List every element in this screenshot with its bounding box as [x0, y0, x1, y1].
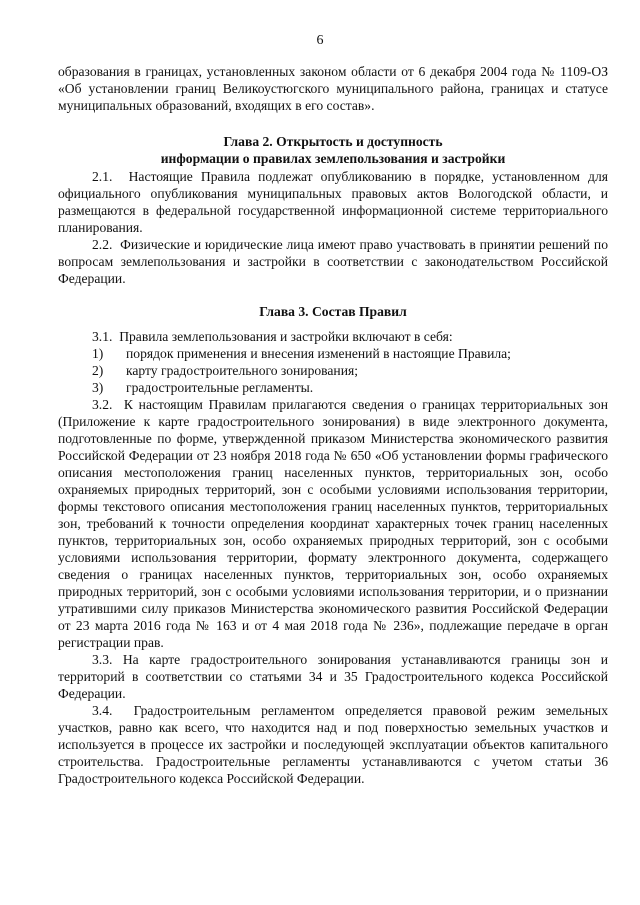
paragraph-3-1: 3.1. Правила землепользования и застройки включают в себя:	[92, 329, 453, 344]
paragraph-3-3: 3.3. На карте градостроительного зонирования устанавливаются границы зон и территорий в соответствии со статьями 34 и 35 Градостроительного кодекса Российской Федерации.	[58, 652, 608, 701]
list-item-text: порядок применения и внесения изменений в настоящие Правила;	[126, 346, 511, 361]
chapter-2-title-line-1: Глава 2. Открытость и доступность	[223, 134, 443, 149]
chapter-3-heading: Глава 3. Состав Правил	[259, 304, 407, 319]
chapter-2-title-line-2: информации о правилах землепользования и застройки	[160, 151, 506, 166]
document-body	[58, 63, 608, 787]
paragraph-2-1: 2.1. Настоящие Правила подлежат опубликованию в порядке, установленном для официального опубликования муниципальных правовых актов Вологодской области, и размещаются в федеральной государственной информационной системе территориального планирования.	[58, 169, 608, 235]
list-item	[58, 379, 608, 396]
list-item-text: карту градостроительного зонирования;	[126, 363, 359, 378]
list-item	[58, 345, 608, 362]
list-item-text: градостроительные регламенты.	[126, 380, 314, 395]
paragraph-3-2: 3.2. К настоящим Правилам прилагаются сведения о границах территориальных зон (Приложение к карте градостроительного зонирования) в виде электронного документа, подготовленные по форме, утвержденной приказом Министерства экономического развития Российской Федерации от 23 ноября 2018 года № 650 «Об установлении формы графического описания местоположения границ населенных пунктов, территориальных зон, особо охраняемых природных территорий, зон с особыми условиями использования территории, формы текстового описания местоположения границ населенных пунктов, территориальных зон, требований к точности определения координат характерных точек границ населенных пунктов, территориальных зон, особо охраняемых природных территорий, зон с особыми условиями использования территории, формату электронного документа, содержащего сведения о границах населенных пунктов, территориальных зон, особо охраняемых природных территорий, зон с особыми условиями использования территории, и о признании утратившими силу приказов Министерства экономического развития Российской Федерации от 23 марта 2016 года № 163 и от 4 мая 2018 года № 236», подлежащие передаче в орган регистрации прав.	[58, 397, 608, 650]
paragraph-2-2: 2.2. Физические и юридические лица имеют право участвовать в принятии решений по вопросам землепользования и застройки в соответствии с законодательством Российской Федерации.	[58, 237, 608, 286]
list-item-number: 1)	[92, 346, 104, 361]
list-item-number: 2)	[92, 363, 104, 378]
list-item	[58, 362, 608, 379]
chapter-2-heading	[58, 133, 608, 167]
page-number: 6	[316, 33, 324, 48]
paragraph-3-4: 3.4. Градостроительным регламентом определяется правовой режим земельных участков, равно как всего, что находится над и под поверхностью земельных участков и используется в процессе их застройки и последующей эксплуатации объектов капитального строительства. Градостроительные регламенты устанавливаются с учетом статьи 36 Градостроительного кодекса Российской Федерации.	[58, 703, 608, 786]
intro-paragraph: образования в границах, установленных законом области от 6 декабря 2004 года № 1109-ОЗ «Об установлении границ Великоустюгского муниципального района, границах и статусе муниципальных образований, входящих в его состав».	[58, 64, 608, 113]
list-item-number: 3)	[92, 380, 104, 395]
